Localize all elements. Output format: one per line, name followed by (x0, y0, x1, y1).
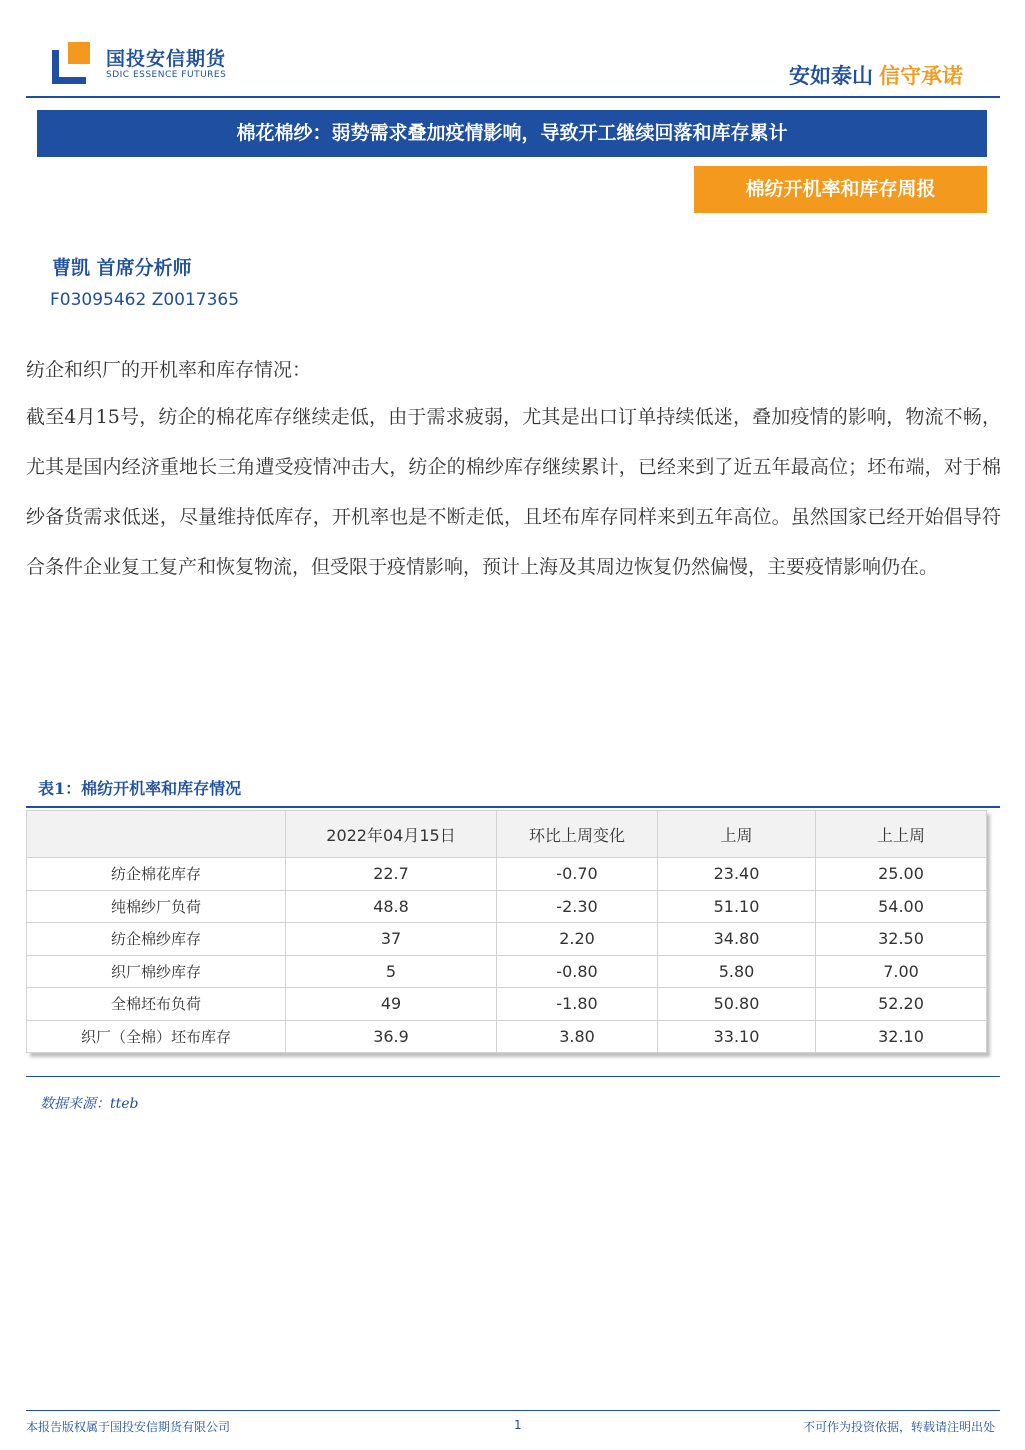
table-cell: 49 (286, 988, 497, 1021)
table-cell: 52.20 (816, 988, 987, 1021)
author-line: 曹凯 首席分析师 (52, 257, 192, 279)
data-table (26, 810, 987, 1053)
footer-divider (26, 1410, 1000, 1411)
footer-disclaimer: 不可作为投资依据，转载请注明出处 (802, 1420, 995, 1434)
table-header-row (27, 811, 987, 858)
table-cell: -1.80 (497, 988, 658, 1021)
table-cell: 34.80 (658, 923, 816, 956)
table-cell: 3.80 (497, 1020, 658, 1053)
row-label: 织厂棉纱库存 (27, 955, 286, 988)
header-cell: 上周 (658, 811, 816, 858)
header-divider (26, 96, 1000, 98)
header-cell: 2022年04月15日 (286, 811, 497, 858)
table-cell: 50.80 (658, 988, 816, 1021)
header-cell (27, 811, 286, 858)
certificate-numbers: F03095462 Z0017365 (50, 290, 240, 310)
table-cell: 48.8 (286, 890, 497, 923)
row-label: 纺企棉纱库存 (27, 923, 286, 956)
table-cell: 32.10 (816, 1020, 987, 1053)
table-row (27, 1020, 987, 1053)
table-divider (26, 806, 1000, 808)
table-row (27, 988, 987, 1021)
table-row (27, 890, 987, 923)
table-cell: 33.10 (658, 1020, 816, 1053)
table-cell: -0.80 (497, 955, 658, 988)
header-cell: 环比上周变化 (497, 811, 658, 858)
table-cell: 36.9 (286, 1020, 497, 1053)
table-cell: 23.40 (658, 858, 816, 891)
logo-mark-icon (52, 42, 94, 84)
table-cell: 25.00 (816, 858, 987, 891)
table-cell: 2.20 (497, 923, 658, 956)
report-subtitle: 棉纺开机率和库存周报 (694, 166, 987, 213)
row-label: 织厂（全棉）坯布库存 (27, 1020, 286, 1053)
logo-cn-text: 国投安信期货 (106, 48, 227, 70)
row-label: 纯棉纱厂负荷 (27, 890, 286, 923)
row-label: 纺企棉花库存 (27, 858, 286, 891)
table-row (27, 955, 987, 988)
table-cell: 37 (286, 923, 497, 956)
table-cell: 5.80 (658, 955, 816, 988)
source-divider (26, 1076, 1000, 1077)
table-cell: 7.00 (816, 955, 987, 988)
slogan (789, 60, 963, 90)
table-cell: 22.7 (286, 858, 497, 891)
table-cell: -0.70 (497, 858, 658, 891)
body-paragraph: 截至4月15号，纺企的棉花库存继续走低，由于需求疲弱，尤其是出口订单持续低迷，叠加疫情的影响，物流不畅，尤其是国内经济重地长三角遭受疫情冲击大，纺企的棉纱库存继续累计，已经来到了近五年最高位；坯布端，对于棉纱备货需求低迷，尽量维持低库存，开机率也是不断走低，且坯布库存同样来到五年高位。虽然国家已经开始倡导符合条件企业复工复产和恢复物流，但受限于疫情影响，预计上海及其周边恢复仍然偏慢，主要疫情影响仍在。 (26, 406, 1001, 578)
table-row (27, 923, 987, 956)
table-caption: 表1：棉纺开机率和库存情况 (38, 779, 242, 798)
slogan-part1: 安如泰山 (789, 64, 873, 88)
row-label: 全棉坯布负荷 (27, 988, 286, 1021)
data-table-wrapper (26, 810, 986, 1053)
slogan-part2: 信守承诺 (879, 64, 963, 88)
footer-copyright: 本报告版权属于国投安信期货有限公司 (26, 1420, 231, 1434)
table-cell: 54.00 (816, 890, 987, 923)
table-cell: 32.50 (816, 923, 987, 956)
intro-line: 纺企和织厂的开机率和库存情况： (26, 359, 312, 381)
table-cell: 5 (286, 955, 497, 988)
company-logo (52, 40, 252, 88)
logo-en-text: SDIC ESSENCE FUTURES (106, 70, 227, 80)
header-cell: 上上周 (816, 811, 987, 858)
table-cell: -2.30 (497, 890, 658, 923)
data-source: 数据来源：tteb (40, 1096, 139, 1112)
page-number: 1 (514, 1418, 522, 1432)
table-cell: 51.10 (658, 890, 816, 923)
report-title: 棉花棉纱：弱势需求叠加疫情影响，导致开工继续回落和库存累计 (37, 110, 987, 157)
table-row (27, 858, 987, 891)
